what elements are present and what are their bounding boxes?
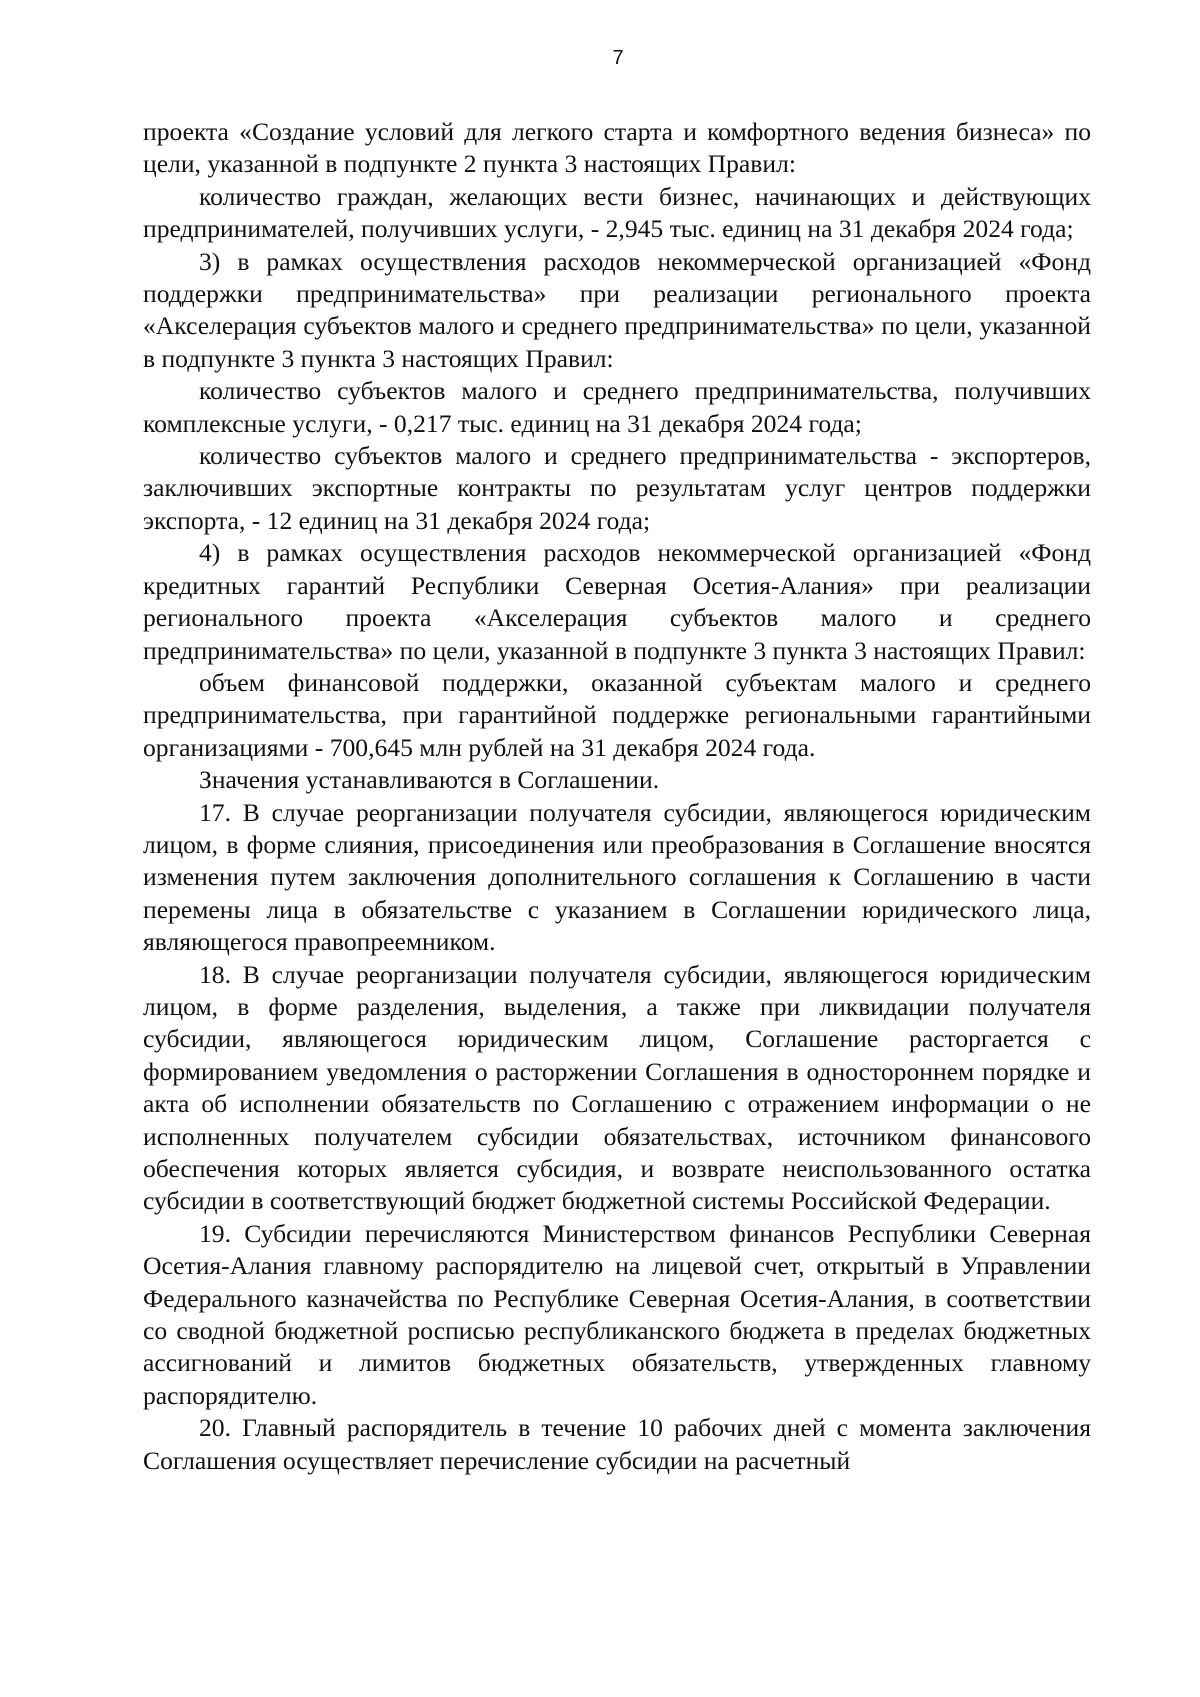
paragraph-clause-17: 17. В случае реорганизации получателя субсидии, являющегося юридическим лицом, в форме слияния, присоединения или преобразования в Соглашение вносятся изменения путем заключения дополнительного соглашения к Соглашению в части перемены лица в обязательстве с указанием в Соглашении юридического лица, являющегося правопреемником. xyxy=(143,797,1091,957)
paragraph-clause-18: 18. В случае реорганизации получателя субсидии, являющегося юридическим лицом, в форме разделения, выделения, а также при ликвидации получателя субсидии, являющегося юридическим лицом, Соглашение расторгается с формированием уведомления о расторжении Соглашения в одностороннем порядке и акта об исполнении обязательств по Соглашению с отражением информации о не исполненных получателем субсидии обязательствах, источником финансового обеспечения которых является субсидия, и возврате неиспользованного остатка субсидии в соответствующий бюджет бюджетной системы Российской Федерации. xyxy=(143,959,1091,1216)
paragraph-subitem-3: 3) в рамках осуществления расходов некоммерческой организацией «Фонд поддержки предпринимательства» при реализации регионального проекта «Акселерация субъектов малого и среднего предпринимательства» по цели, указанной в подпункте 3 пункта 3 настоящих Правил: xyxy=(143,246,1091,373)
paragraph-clause-19: 19. Субсидии перечисляются Министерством финансов Республики Северная Осетия-Алания главному распорядителю на лицевой счет, открытый в Управлении Федерального казначейства по Республике Северная Осетия-Алания, в соответствии со сводной бюджетной росписью республиканского бюджета в пределах бюджетных ассигнований и лимитов бюджетных обязательств, утвержденных главному распорядителю. xyxy=(143,1218,1091,1410)
paragraph-indicator: количество граждан, желающих вести бизнес, начинающих и действующих предпринимателей, получивших услуги, - 2,945 тыс. единиц на 31 декабря 2024 года; xyxy=(143,181,1091,244)
paragraph-indicator: количество субъектов малого и среднего предпринимательства, получивших комплексные услуги, - 0,217 тыс. единиц на 31 декабря 2024 года; xyxy=(143,376,1091,438)
paragraph-subitem-4: 4) в рамках осуществления расходов некоммерческой организацией «Фонд кредитных гарантий Республики Северная Осетия-Алания» при реализации регионального проекта «Акселерация субъектов малого и среднего предпринимательства» по цели, указанной в подпункте 3 пункта 3 настоящих Правил: xyxy=(143,538,1091,665)
paragraph-clause-20: 20. Главный распорядитель в течение 10 рабочих дней с момента заключения Соглашения осуществляет перечисление субсидии на расчетный xyxy=(143,1413,1091,1475)
paragraph-values-note: Значения устанавливаются в Соглашении. xyxy=(199,765,660,795)
paragraph-indicator: объем финансовой поддержки, оказанной субъектам малого и среднего предпринимательства, при гарантийной поддержке региональными гарантийными организациями - 700,645 млн рублей на 31 декабря 2024 года. xyxy=(143,667,1091,762)
paragraph-continuation: проекта «Создание условий для легкого старта и комфортного ведения бизнеса» по цели, указанной в подпункте 2 пункта 3 настоящих Правил: xyxy=(143,117,1091,179)
page-number: 7 xyxy=(612,47,624,69)
document-body xyxy=(143,116,1091,1477)
paragraph-indicator: количество субъектов малого и среднего предпринимательства - экспортеров, заключивших экспортные контракты по результатам услуг центров поддержки экспорта, - 12 единиц на 31 декабря 2024 года; xyxy=(143,441,1091,535)
